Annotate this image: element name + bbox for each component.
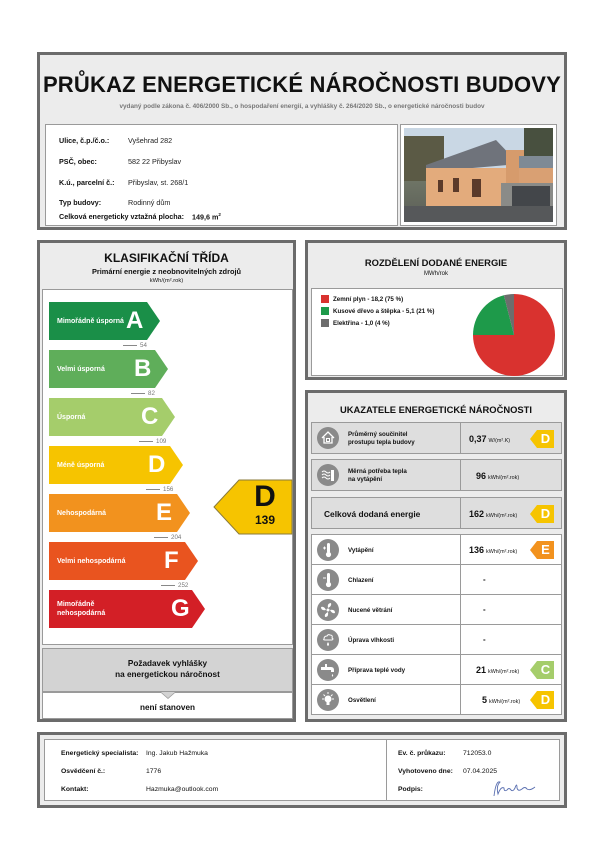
distribution-title: ROZDĚLENÍ DODANÉ ENERGIE xyxy=(364,257,508,268)
legend-item-wood: Kusové dřevo a štěpka - 5,1 (21 %) xyxy=(321,307,434,315)
cert-value: 1776 xyxy=(146,768,162,775)
indicator-label: Chlazení xyxy=(348,577,374,584)
indicator-value: - xyxy=(483,575,486,584)
band-e-name: Nehospodárná xyxy=(57,509,107,517)
indicator-row-cooling xyxy=(311,564,562,595)
band-a-name: Mimořádně úsporná xyxy=(57,317,124,325)
building-photo xyxy=(404,128,553,222)
certificate-header xyxy=(37,52,567,230)
band-c-letter: C xyxy=(141,403,159,430)
page-title: PRŮKAZ ENERGETICKÉ NÁROČNOSTI BUDOVY xyxy=(42,72,562,97)
type-value: Rodinný dům xyxy=(128,198,171,207)
indicator-value: 96 kWh/(m².rok) xyxy=(476,471,520,481)
legend-swatch xyxy=(321,307,329,315)
legend-item-electricity: Elektřina - 1,0 (4 %) xyxy=(321,319,390,327)
threshold-ef: 204 xyxy=(154,534,181,541)
indicator-label: Nucené větrání xyxy=(348,607,393,614)
specialist-value: Ing. Jakub Hažmuka xyxy=(146,750,208,757)
parcel-value: Přibyslav, st. 268/1 xyxy=(128,178,189,187)
indicator-label: Příprava teplé vody xyxy=(348,667,406,674)
band-f-letter: F xyxy=(164,547,179,574)
specialist-row xyxy=(61,750,208,757)
parcel-row xyxy=(59,178,188,187)
faucet-icon xyxy=(317,659,339,681)
pie-chart xyxy=(472,293,556,377)
ev-label: Ev. č. průkazu: xyxy=(398,750,446,757)
contact-row xyxy=(61,786,218,793)
band-b-name: Velmi úsporná xyxy=(57,365,105,373)
zip-value: 582 22 Přibyslav xyxy=(128,157,182,166)
date-label: Vyhotoveno dne: xyxy=(398,768,453,775)
indicator-row-heating xyxy=(311,534,562,565)
legend-swatch xyxy=(321,295,329,303)
ev-value: 712053.0 xyxy=(463,750,492,757)
indicators-title: UKAZATELE ENERGETICKÉ NÁROČNOSTI xyxy=(339,404,533,415)
signature-label: Podpis: xyxy=(398,786,423,793)
band-g-name: Mimořádně nehospodárná xyxy=(57,601,106,617)
classification-subtitle: Primární energie z neobnovitelných zdrojů xyxy=(91,267,242,276)
specialist-label: Energetický specialista: xyxy=(61,750,139,757)
indicator-row-ventilation xyxy=(311,594,562,625)
contact-label: Kontakt: xyxy=(61,786,89,793)
distribution-chart xyxy=(311,288,563,376)
indicator-value: 5 kWh/(m².rok) xyxy=(482,695,521,705)
specialist-footer xyxy=(37,732,567,808)
class-badge-d: D xyxy=(530,505,554,523)
cert-label: Osvědčení č.: xyxy=(61,768,106,775)
requirement-title-line-2: na energetickou náročnost xyxy=(115,670,220,679)
indicator-row-lighting xyxy=(311,684,562,715)
band-b-letter: B xyxy=(134,355,152,382)
area-label: Celková energeticky vztažná plocha: xyxy=(59,212,185,221)
legal-subtitle: vydaný podle zákona č. 406/2000 Sb., o hospodaření energií, a vyhlášky č. 264/2020 Sb., o energetické náročnosti budov xyxy=(119,103,485,110)
light-bulb-icon xyxy=(317,689,339,711)
threshold-de: 156 xyxy=(146,486,173,493)
building-photo-frame xyxy=(400,124,557,226)
band-d-name: Méně úsporná xyxy=(57,461,105,469)
indicator-row-u-value xyxy=(311,422,562,454)
indicator-value: 162 kWh/(m².rok) xyxy=(469,509,518,519)
indicator-label: Průměrný součinitel prostupu tepla budovy xyxy=(348,431,415,446)
type-label: Typ budovy: xyxy=(59,198,102,207)
zip-label: PSČ, obec: xyxy=(59,157,97,166)
threshold-fg: 252 xyxy=(161,582,188,589)
band-f-name: Velmi nehospodárná xyxy=(57,557,126,565)
indicator-label: Měrná potřeba tepla na vytápění xyxy=(348,468,407,483)
threshold-cd: 109 xyxy=(139,438,166,445)
radiator-icon xyxy=(317,464,339,486)
indicator-label: Celková dodaná energie xyxy=(324,509,421,519)
indicator-label: Osvětlení xyxy=(348,697,376,704)
requirement-header xyxy=(42,648,293,692)
street-value: Vyšehrad 282 xyxy=(128,136,173,145)
band-c-name: Úsporná xyxy=(57,413,86,421)
band-d-letter: D xyxy=(148,451,166,478)
indicator-value: 136 kWh/(m².rok) xyxy=(469,545,518,555)
threshold-bc: 82 xyxy=(131,390,155,397)
area-row xyxy=(59,212,221,221)
energy-indicators-panel xyxy=(305,390,567,722)
current-class-letter: D xyxy=(254,480,276,513)
specialist-info xyxy=(44,739,560,801)
indicator-row-hot-water xyxy=(311,654,562,685)
classification-unit: kWh/(m².rok) xyxy=(149,278,184,284)
house-icon xyxy=(317,427,339,449)
cloud-drop-icon xyxy=(317,629,339,651)
class-badge-d: D xyxy=(530,430,554,448)
indicator-row-humidity xyxy=(311,624,562,655)
indicator-value: 21 kWh/(m².rok) xyxy=(476,665,520,675)
classification-panel xyxy=(37,240,296,722)
indicator-label: Vytápění xyxy=(348,547,374,554)
requirement-title-line-1: Požadavek vyhlášky xyxy=(127,659,208,668)
street-row xyxy=(59,136,172,145)
band-e-letter: E xyxy=(156,499,173,526)
indicator-row-heat-demand xyxy=(311,459,562,491)
energy-class-scale xyxy=(42,289,293,645)
parcel-label: K.ú., parcelní č.: xyxy=(59,178,115,187)
indicator-value: - xyxy=(483,605,486,614)
date-value: 07.04.2025 xyxy=(463,768,498,775)
indicator-label: Úprava vlhkosti xyxy=(348,637,395,644)
requirement-value: není stanoven xyxy=(139,703,196,712)
signature-icon xyxy=(490,776,540,800)
threshold-ab: 54 xyxy=(123,342,147,349)
signature-row xyxy=(398,786,423,793)
indicator-value: 0,37 W/(m².K) xyxy=(469,434,511,444)
distribution-unit: MWh/rok xyxy=(424,271,448,277)
legend-swatch xyxy=(321,319,329,327)
ev-row xyxy=(398,750,491,757)
zip-row xyxy=(59,157,181,166)
thermometer-cold-icon xyxy=(317,569,339,591)
current-class-marker xyxy=(213,479,293,535)
fan-icon xyxy=(317,599,339,621)
building-info xyxy=(45,124,398,226)
area-value: 149,6 $m^2$ xyxy=(192,212,221,222)
requirement-box xyxy=(42,692,293,719)
class-badge-e: E xyxy=(530,541,554,559)
band-g-letter: G xyxy=(171,595,190,622)
class-badge-d: D xyxy=(530,691,554,709)
legend-item-gas: Zemní plyn - 18,2 (75 %) xyxy=(321,295,403,303)
thermometer-hot-icon xyxy=(317,539,339,561)
cert-row xyxy=(61,768,161,775)
indicator-row-total-energy xyxy=(311,497,562,529)
band-a-letter: A xyxy=(126,307,144,334)
type-row xyxy=(59,198,170,207)
indicator-value: - xyxy=(483,635,486,644)
class-badge-c: C xyxy=(530,661,554,679)
classification-title: KLASIFIKAČNÍ TŘÍDA xyxy=(104,251,229,265)
contact-value: Hazmuka@outlook.com xyxy=(146,786,219,793)
street-label: Ulice, č.p./č.o.: xyxy=(59,136,110,145)
current-class-value: 139 xyxy=(254,513,276,527)
date-row xyxy=(398,768,497,775)
energy-distribution-panel xyxy=(305,240,567,380)
